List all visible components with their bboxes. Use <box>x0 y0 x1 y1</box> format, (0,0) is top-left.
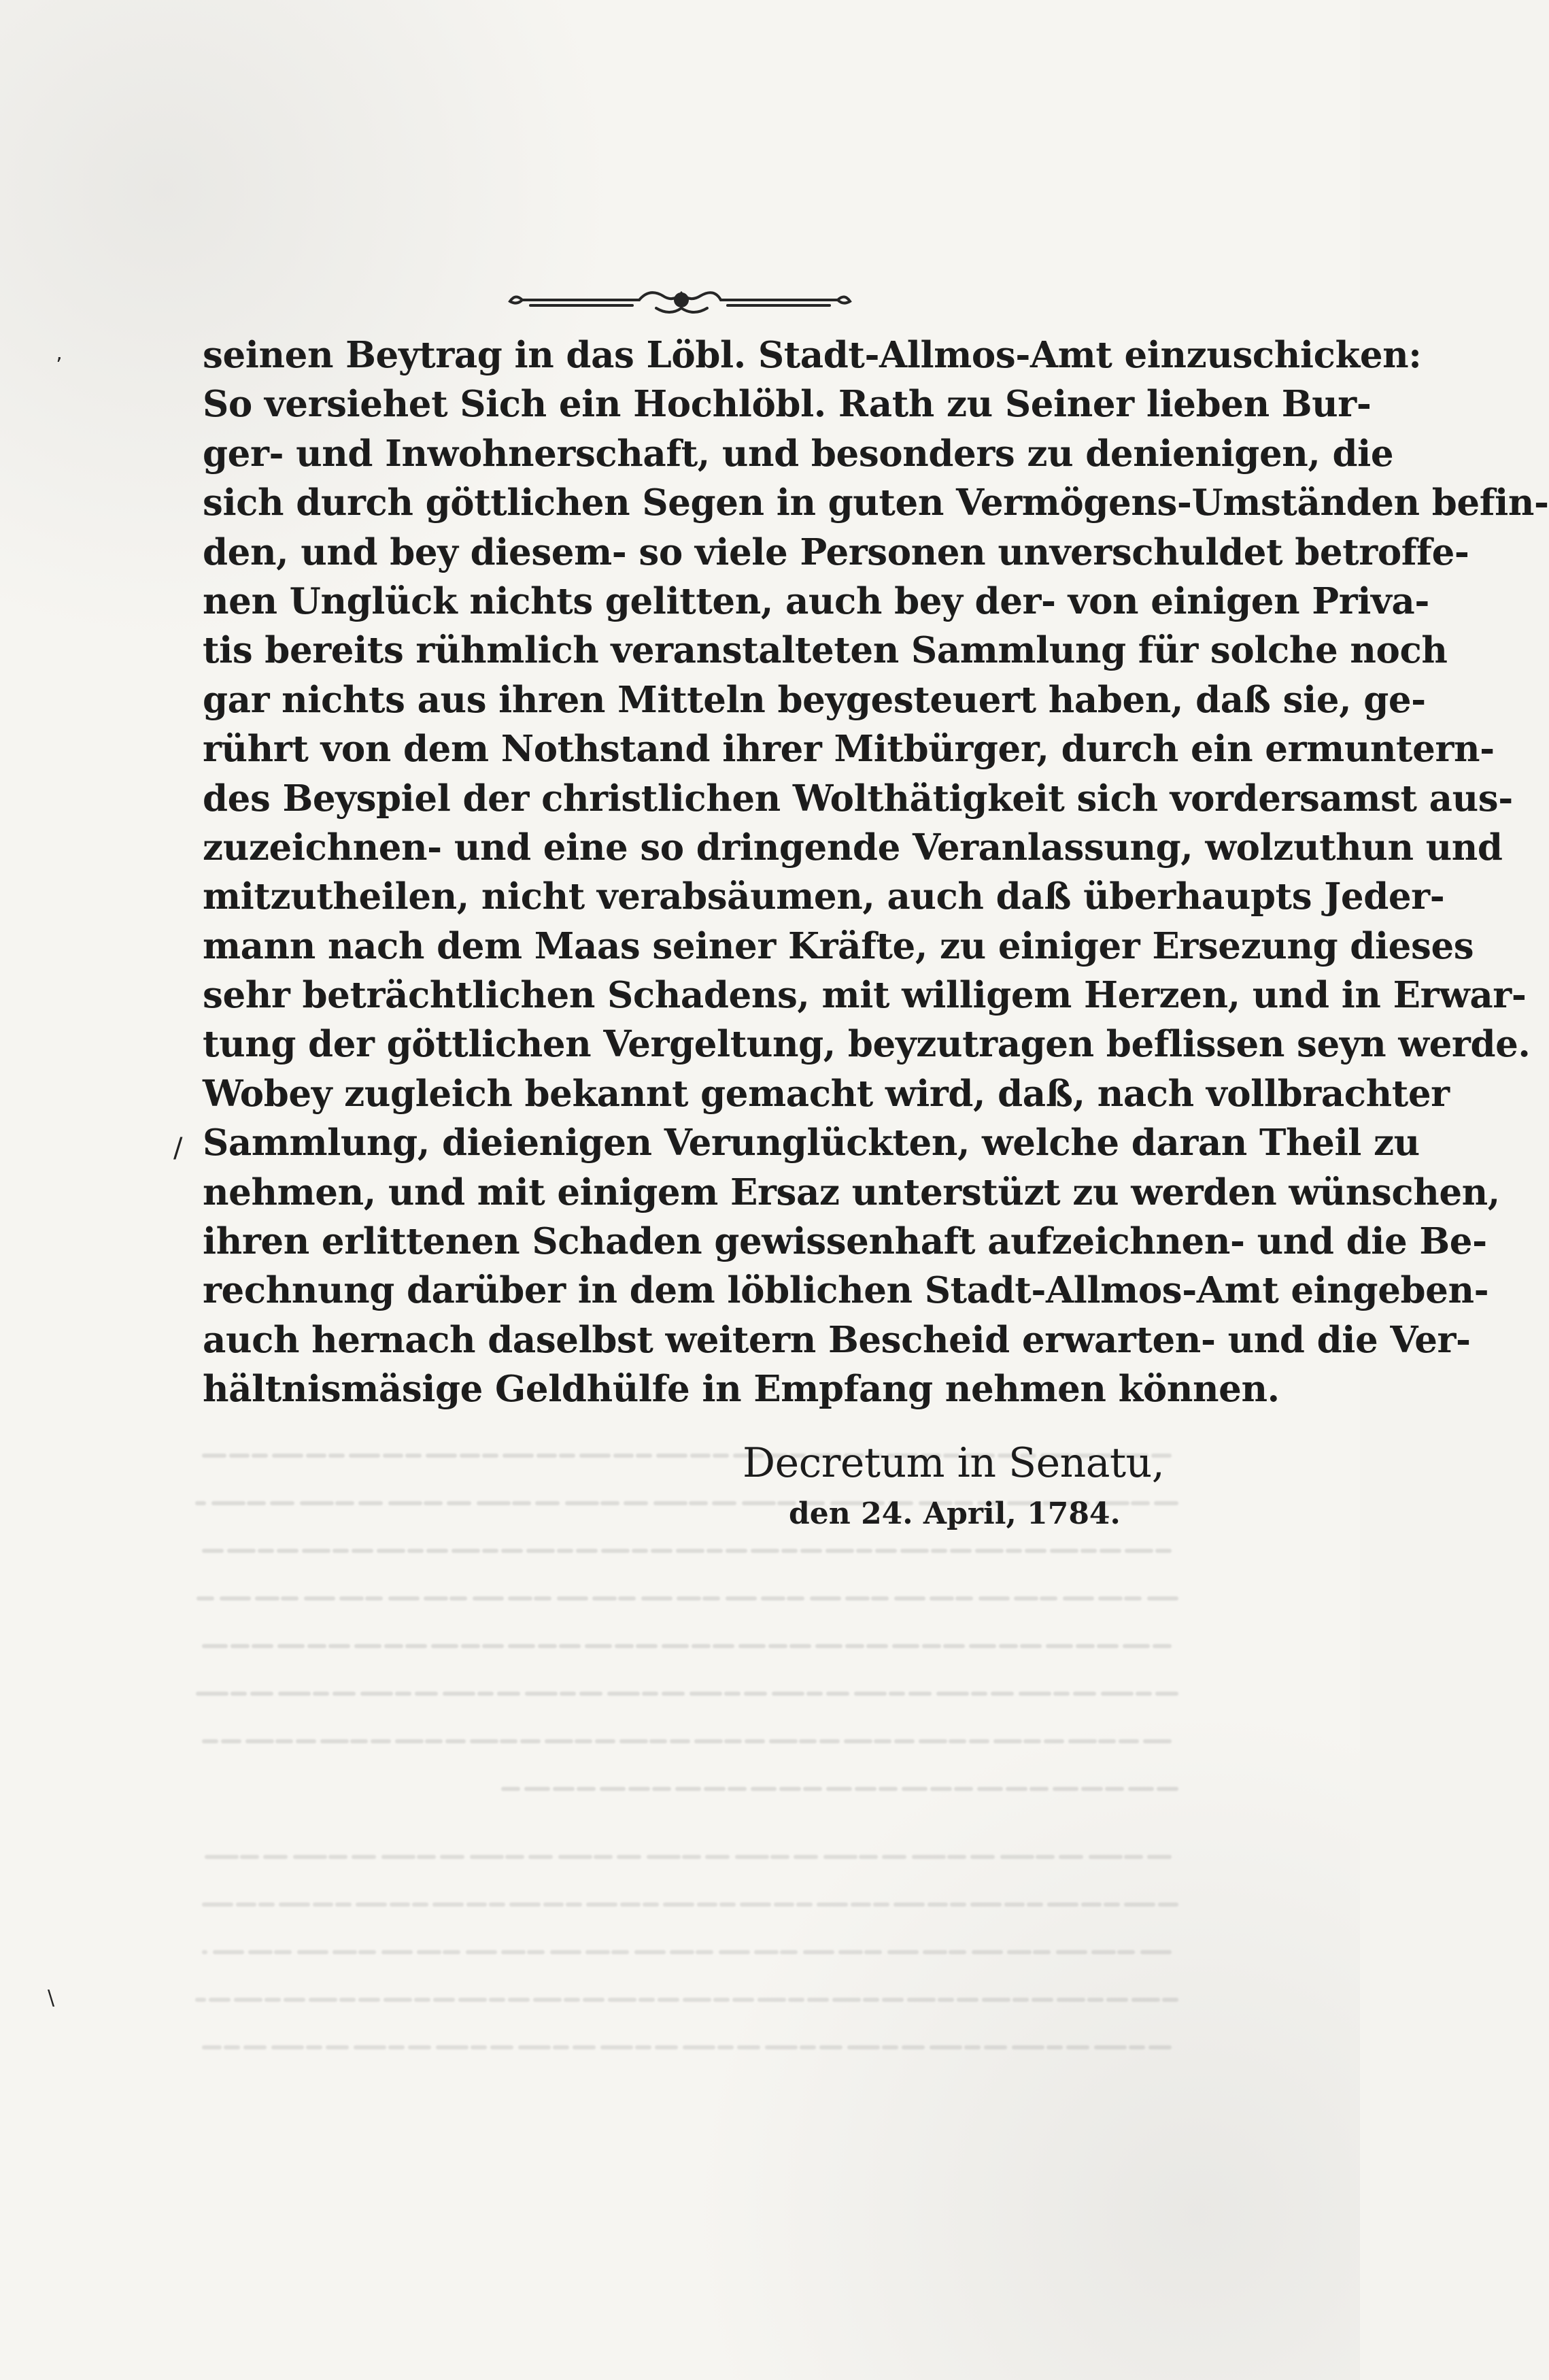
decree-date: den 24. April, 1784. <box>789 1496 1121 1531</box>
body-line: ger- und Inwohnerschaft, und besonders zu denienigen, die <box>203 432 1394 475</box>
decree-signature: Decretum in Senatu, <box>743 1439 1165 1487</box>
bleed-through-strokes-lower <box>184 1837 1183 2109</box>
bleed-through-texture <box>184 1435 1183 1816</box>
body-line: sich durch göttlichen Segen in guten Vermögens-Umständen befin- <box>203 482 1549 524</box>
body-line: hältnismäsige Geldhülfe in Empfang nehmen können. <box>203 1368 1280 1411</box>
scan-speck: ’ <box>56 354 63 378</box>
body-line: nehmen, und mit einigem Ersaz unterstüzt zu werden wünschen, <box>203 1171 1500 1213</box>
ornament-header <box>503 275 857 323</box>
body-line: sehr beträchtlichen Schadens, mit willigem Herzen, und in Erwar- <box>203 974 1527 1017</box>
body-line: den, und bey diesem- so viele Personen unverschuldet betroffe- <box>203 531 1469 573</box>
scan-speck: \ <box>48 1986 55 2010</box>
body-line: gar nichts aus ihren Mitteln beygesteuert haben, daß sie, ge- <box>203 678 1426 721</box>
body-line: rechnung darüber in dem löblichen Stadt-Allmos-Amt eingeben- <box>203 1269 1489 1312</box>
scan-speck: / <box>173 1133 183 1164</box>
body-line: tis bereits rühmlich veranstalteten Sammlung für solche noch <box>203 629 1448 672</box>
body-line: des Beyspiel der christlichen Wolthätigkeit sich vordersamst aus- <box>203 777 1513 820</box>
decree-body <box>203 331 1549 1414</box>
body-line: tung der göttlichen Vergeltung, beyzutragen beflissen seyn werde. <box>203 1023 1531 1066</box>
body-line: mann nach dem Maas seiner Kräfte, zu einiger Ersezung dieses <box>203 924 1474 967</box>
body-line: mitzutheilen, nicht verabsäumen, auch daß überhaupts Jeder- <box>203 875 1445 918</box>
body-line: Wobey zugleich bekannt gemacht wird, daß, nach vollbrachter <box>203 1072 1450 1115</box>
body-line: auch hernach daselbst weitern Bescheid erwarten- und die Ver- <box>203 1318 1471 1361</box>
body-line: rührt von dem Nothstand ihrer Mitbürger, durch ein ermuntern- <box>203 728 1495 771</box>
body-line: seinen Beytrag in das Löbl. Stadt-Allmos-Amt einzuschicken: <box>203 334 1422 376</box>
body-line: Sammlung, dieienigen Verunglückten, welche daran Theil zu <box>203 1122 1420 1164</box>
body-line: So versiehet Sich ein Hochlöbl. Rath zu Seiner lieben Bur- <box>203 383 1372 426</box>
body-line: zuzeichnen- und eine so dringende Veranlassung, wolzuthun und <box>203 826 1503 869</box>
body-line: ihren erlittenen Schaden gewissenhaft aufzeichnen- und die Be- <box>203 1220 1487 1263</box>
body-line: nen Unglück nichts gelitten, auch bey der- von einigen Priva- <box>203 580 1429 622</box>
bleed-through-strokes <box>184 1435 1183 1816</box>
bleed-through-texture-lower <box>184 1837 1183 2109</box>
